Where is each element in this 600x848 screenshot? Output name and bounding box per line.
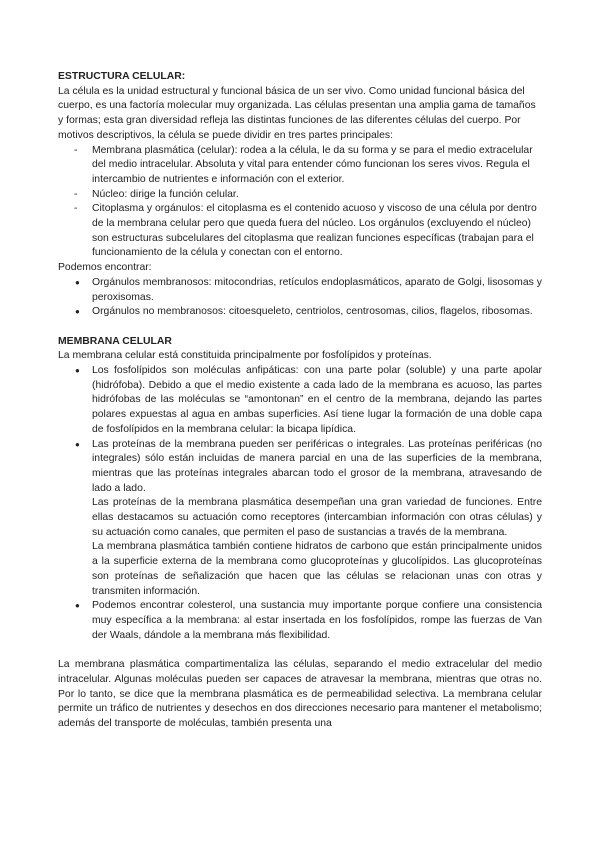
podemos-encontrar-label: Podemos encontrar: — [58, 262, 152, 274]
document-page — [58, 70, 542, 732]
bullet-colesterol: ● Podemos encontrar colesterol, una sustancia muy importante porque confiere una consistencia muy específica a la membrana: al estar insertada en los fosfolípidos, rompe las fuerzas de Van der Waals, dándole a la membrana más flexibilidad. — [58, 599, 542, 643]
proteinas-paragraph: ● Las proteínas de la membrana pueden ser periféricas o integrales. Las proteínas periféricas (no integrales) sólo están incluidas de manera parcial en una de las superficies de la membrana, mientras que las proteínas integrales abarcan todo el grosor de la membrana, atravesando de lado a lado. — [92, 438, 542, 494]
dash-list-item — [58, 188, 542, 203]
part-nucleo: Núcleo: dirige la función celular. — [92, 188, 239, 200]
dash-marker: - — [74, 203, 78, 215]
membrana-bullet-list — [58, 364, 542, 643]
membrana-intro: La membrana celular está constituida principalmente por fosfolípidos y proteínas. — [58, 350, 432, 362]
section-spacer — [58, 320, 542, 335]
section-intro-paragraph: La célula es la unidad estructural y funcional básica de un ser vivo. Como unidad funcional básica del cuerpo, es una factoría molecular muy organizada. Las células presentan una amplia gama de tamaños y formas; esta gran diversidad refleja las distintas funciones de las diferentes células del cuerpo. Por motivos descriptivos, la célula se puede dividir en tres partes principales: — [58, 85, 536, 141]
organelle-list — [58, 276, 542, 320]
dash-marker: - — [74, 188, 78, 200]
section-heading-membrana: MEMBRANA CELULAR — [58, 335, 172, 347]
dash-list-item — [58, 202, 542, 261]
bullet-fosfolipidos: ● Los fosfolípidos son moléculas anfipáticas: con una parte polar (soluble) y una parte apolar (hidrófoba). Debido a que el medio existente a cada lado de la membrana es acuoso, las partes hidrófobas de las moléculas se “amontonan” en el centro de la membrana, dejando las partes polares expuestas al agua en ambas superficies. Así tiene lugar la formación de una doble capa de fosfolípidos en la membrana celular: la bicapa lipídica. — [58, 364, 542, 438]
section-heading-estructura: ESTRUCTURA CELULAR: — [58, 71, 186, 82]
section-spacer — [58, 643, 542, 658]
organelle-no-membranosos: ● Orgánulos no membranosos: citoesqueleto, centriolos, centrosomas, cilios, flagelos, ribosomas. — [58, 305, 542, 320]
dash-marker: - — [74, 144, 78, 156]
closing-paragraph: La membrana plasmática compartimentaliza las células, separando el medio extracelular del medio intracelular. Algunas moléculas pueden ser capaces de atravesar la membrana, mientras que otras no. Por lo tanto, se dice que la membrana plasmática es de permeabilidad selectiva. La membrana celular permite un tráfico de nutrientes y desechos en dos direcciones necesario para mantener el metabolismo; además del transporte de moléculas, también presenta una — [58, 659, 542, 729]
proteinas-paragraph: La membrana plasmática también contiene hidratos de carbono que están principalmente unidos a la superficie externa de la membrana como glucoproteínas y glucolípidos. Las glucoproteínas son proteínas de señalización que hacen que las células se relacionan unas con otras y transmiten información. — [92, 541, 542, 597]
organelle-membranosos: ● Orgánulos membranosos: mitocondrias, retículos endoplasmáticos, aparato de Golgi, lisosomas y peroxisomas. — [58, 276, 542, 305]
dash-list-item — [58, 144, 542, 188]
bullet-proteinas — [58, 438, 542, 600]
proteinas-paragraph: Las proteínas de la membrana plasmática desempeñan una gran variedad de funciones. Entre ellas destacamos su actuación como receptores (intercambian información con otras células) y su actuación como canales, que permiten el paso de sustancias a través de la membrana. — [92, 497, 542, 538]
part-citoplasma: Citoplasma y orgánulos: el citoplasma es el contenido acuoso y viscoso de una célula por dentro de la membrana celular pero que queda fuera del núcleo. Los orgánulos (excluyendo el núcleo) son estructuras subcelulares del citoplasma que realizan funciones específicas (trabajan para el funcionamiento de la célula y conectan con el entorno. — [92, 203, 537, 259]
part-membrana: Membrana plasmática (celular): rodea a la célula, le da su forma y se para el medio extracelular del medio intracelular. Absoluta y vital para entender cómo funcionan los seres vivos. Regula el intercambio de nutrientes e información con el exterior. — [92, 144, 533, 185]
